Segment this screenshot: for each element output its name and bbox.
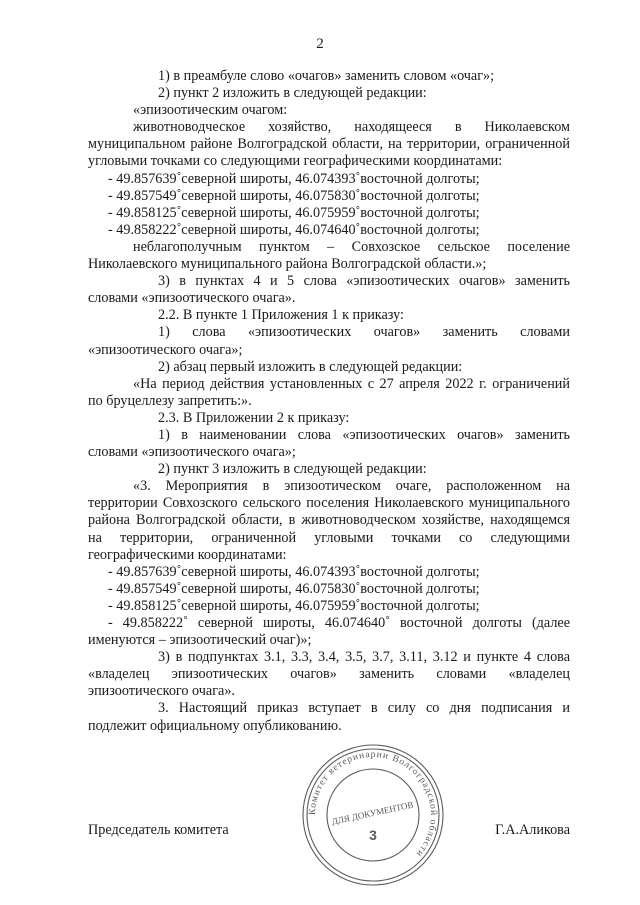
document-body [88,68,570,735]
paragraph: - 49.858125˚северной широты, 46.075959˚восточной долготы; [108,597,480,614]
paragraph: 3) в подпунктах 3.1, 3.3, 3.4, 3.5, 3.7, 3.11, 3.12 и пункте 4 слова «владелец эпизоотических очагов» заменить словами «владелец эпизоотического очага». [88,649,570,700]
paragraph: - 49.858222˚ северной широты, 46.074640˚ восточной долготы (далее именуются – эпизоотический очаг)»; [88,615,570,649]
paragraph: 1) слова «эпизоотических очагов» заменить словами «эпизоотического очага»; [88,324,570,358]
paragraph: 2.2. В пункте 1 Приложения 1 к приказу: [158,307,404,324]
paragraph: «3. Мероприятия в эпизоотическом очаге, расположенном на территории Совхозского сельского поселения Николаевского муниципального района Волгоградской области, в животноводческом хозяйстве, находящемся на территории, ограниченной угловыми точками со следующими географическими координатами: [88,478,570,563]
paragraph: - 49.858222˚северной широты, 46.074640˚восточной долготы; [108,221,480,238]
paragraph: - 49.857549˚северной широты, 46.075830˚восточной долготы; [108,580,480,597]
paragraph: 2.3. В Приложении 2 к приказу: [158,409,350,426]
paragraph: 2) абзац первый изложить в следующей редакции: [158,358,463,375]
paragraph: 3) в пунктах 4 и 5 слова «эпизоотических очагов» заменить словами «эпизоотического очага». [88,273,570,307]
official-stamp [298,740,448,890]
paragraph: неблагополучным пунктом – Совхозское сельское поселение Николаевского муниципального района Волгоградской области.»; [88,238,570,273]
paragraph: - 49.858125˚северной широты, 46.075959˚восточной долготы; [108,204,480,221]
paragraph: 2) пункт 2 изложить в следующей редакции: [158,85,427,102]
paragraph: 1) в преамбуле слово «очагов» заменить словом «очаг»; [158,68,495,84]
paragraph: 3. Настоящий приказ вступает в силу со дня подписания и подлежит официальному опубликованию. [88,700,570,734]
paragraph: «На период действия установленных с 27 апреля 2022 г. ограничений по бруцеллезу запретить:». [88,375,570,409]
paragraph: - 49.857639˚северной широты, 46.074393˚восточной долготы; [108,563,480,580]
signatory-position: Председатель комитета [88,822,229,838]
stamp-number: 3 [369,827,377,843]
paragraph: 1) в наименовании слова «эпизоотических очагов» заменить словами «эпизоотического очага»; [88,426,570,461]
page-number: 2 [316,36,324,52]
paragraph: - 49.857549˚северной широты, 46.075830˚восточной долготы; [108,187,480,204]
paragraph: 2) пункт 3 изложить в следующей редакции: [158,461,427,478]
paragraph: «эпизоотическим очагом: [133,102,288,119]
paragraph: животноводческое хозяйство, находящееся в Николаевском муниципальном районе Волгоградской области, на территории, ограниченной угловыми точками со следующими географическими координатами: [88,119,570,170]
signatory-name: Г.А.Аликова [495,822,570,838]
paragraph: - 49.857639˚северной широты, 46.074393˚восточной долготы; [108,170,480,187]
stamp-arc-text: Комитет ветеринарии Волгоградской области [307,749,439,859]
stamp-center-text: ДЛЯ ДОКУМЕНТОВ [330,799,415,827]
